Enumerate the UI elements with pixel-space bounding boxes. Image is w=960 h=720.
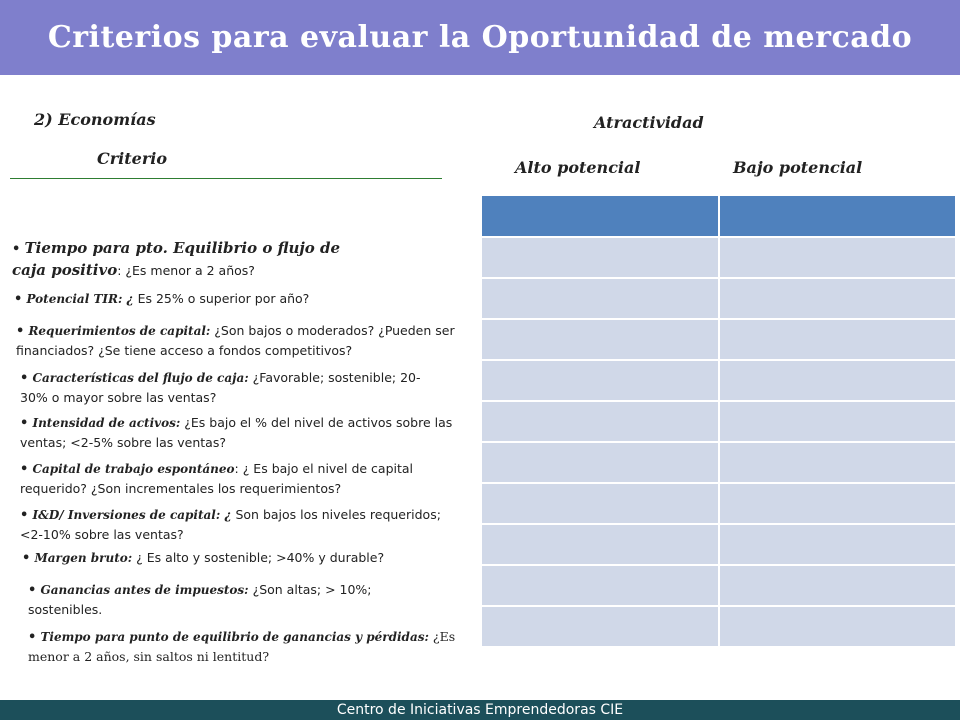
grid-row — [481, 483, 956, 524]
grid-row — [481, 606, 956, 647]
grid-row — [481, 442, 956, 483]
grid-cell — [481, 278, 719, 319]
criterion-item: • Tiempo para pto. Equilibrio o flujo de caja positivo: ¿Es menor a 2 años? — [12, 239, 341, 279]
grid-cell — [719, 524, 957, 565]
criterion-text: : ¿ Es bajo el nivel de capital requerido? ¿Son incrementales los requerimientos? — [20, 461, 414, 496]
grid-row — [481, 565, 956, 606]
criterion-item: • Requerimientos de capital: ¿Son bajos o moderados? ¿Pueden ser financiados? ¿Se tiene acceso a fondos competitivos? — [16, 323, 455, 358]
grid-cell — [719, 237, 957, 278]
criterion-item: • Potencial TIR: ¿ Es 25% o superior por año? — [14, 291, 310, 307]
criterion-title: Potencial TIR: ¿ — [26, 292, 134, 306]
evaluation-grid — [480, 194, 957, 648]
section-label: 2) Economías — [34, 110, 156, 129]
grid-cell — [481, 606, 719, 647]
criterion-text: Son bajos los niveles requeridos; <2-10% sobre las ventas? — [20, 507, 441, 542]
criterion-title: Tiempo para pto. Equilibrio o flujo de caja positivo — [12, 239, 341, 279]
grid-row — [481, 278, 956, 319]
criterion-title: Margen bruto: — [34, 551, 133, 565]
criterion-item: • Características del flujo de caja: ¿Favorable; sostenible; 20-30% o mayor sobre las ventas? — [20, 370, 421, 405]
criterion-text: ¿Es bajo el % del nivel de activos sobre las ventas; <2-5% sobre las ventas? — [20, 415, 453, 450]
title-bar — [0, 0, 960, 75]
criterion-item: • Intensidad de activos: ¿Es bajo el % del nivel de activos sobre las ventas; <2-5% sobre las ventas? — [20, 415, 453, 450]
grid-row — [481, 401, 956, 442]
grid-cell — [719, 483, 957, 524]
criterion-title: Requerimientos de capital: — [28, 324, 211, 338]
divider — [10, 178, 442, 179]
criterion-item: • Margen bruto: ¿ Es alto y sostenible; >40% y durable? — [22, 550, 385, 566]
criterion-item: • Tiempo para punto de equilibrio de ganancias y pérdidas: ¿Es menor a 2 años, sin saltos ni lentitud? — [28, 629, 456, 664]
grid-cell — [481, 401, 719, 442]
criterion-title: Capital de trabajo espontáneo — [32, 462, 235, 476]
grid-cell — [719, 442, 957, 483]
grid-cell — [719, 278, 957, 319]
grid-cell — [719, 360, 957, 401]
column-low-potential: Bajo potencial — [733, 158, 863, 177]
grid-cell — [481, 360, 719, 401]
grid-cell — [481, 237, 719, 278]
criterion-item: • I&D/ Inversiones de capital: ¿ Son bajos los niveles requeridos; <2-10% sobre las ventas? — [20, 507, 441, 542]
grid-row — [481, 319, 956, 360]
grid-header-row — [481, 195, 956, 237]
criterion-title: Ganancias antes de impuestos: — [40, 583, 249, 597]
criterion-item: • Ganancias antes de impuestos: ¿Son altas; > 10%; sostenibles. — [28, 582, 372, 617]
criterion-title: I&D/ Inversiones de capital: ¿ — [32, 508, 232, 522]
grid-cell — [719, 195, 957, 237]
grid-cell — [719, 319, 957, 360]
criterion-title: Intensidad de activos: — [32, 416, 181, 430]
column-high-potential: Alto potencial — [515, 158, 641, 177]
grid-cell — [481, 195, 719, 237]
criterion-text: ¿ Es alto y sostenible; >40% y durable? — [132, 550, 385, 565]
criterion-text: ¿Es menor a 2 años, sin saltos ni lentitud? — [28, 629, 456, 664]
grid-row — [481, 237, 956, 278]
grid-cell — [481, 442, 719, 483]
grid-cell — [481, 319, 719, 360]
grid-cell — [719, 565, 957, 606]
page-title: Criterios para evaluar la Oportunidad de mercado — [47, 20, 913, 55]
criterion-text: ¿Son altas; > 10%; sostenibles. — [28, 582, 372, 617]
criterion-item: • Capital de trabajo espontáneo: ¿ Es bajo el nivel de capital requerido? ¿Son incrementales los requerimientos? — [20, 461, 414, 496]
criterion-header: Criterio — [97, 149, 167, 168]
grid-cell — [481, 524, 719, 565]
footer-text: Centro de Iniciativas Emprendedoras CIE — [336, 702, 624, 718]
footer-bar — [0, 700, 960, 720]
grid-cell — [481, 565, 719, 606]
criterion-text: : ¿Es menor a 2 años? — [117, 263, 255, 278]
grid-row — [481, 524, 956, 565]
criterion-title: Características del flujo de caja: — [32, 371, 249, 385]
criterion-text: ¿Son bajos o moderados? ¿Pueden ser financiados? ¿Se tiene acceso a fondos competitivos? — [16, 323, 455, 358]
criterion-title: Tiempo para punto de equilibrio de ganancias y pérdidas: — [40, 630, 429, 644]
grid-cell — [719, 401, 957, 442]
criterion-text: Es 25% o superior por año? — [133, 291, 310, 306]
grid-cell — [481, 483, 719, 524]
criterion-text: ¿Favorable; sostenible; 20-30% o mayor sobre las ventas? — [20, 370, 421, 405]
attractiveness-header: Atractividad — [594, 113, 704, 132]
grid-row — [481, 360, 956, 401]
grid-cell — [719, 606, 957, 647]
